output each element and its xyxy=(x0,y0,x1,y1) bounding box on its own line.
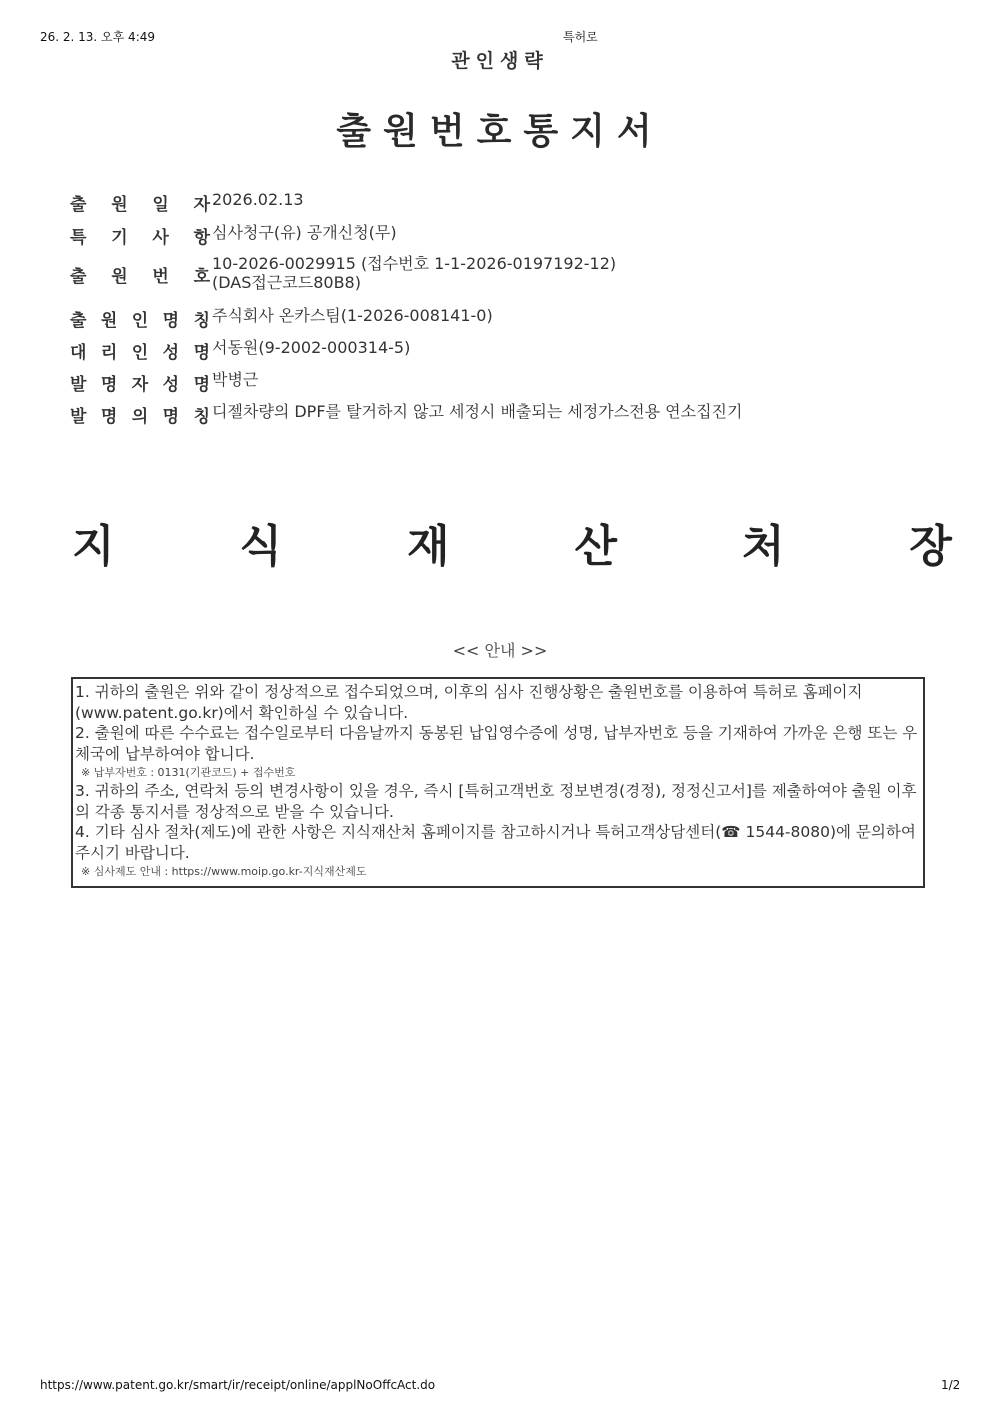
field-value: 심사청구(유) 공개신청(무) xyxy=(212,223,397,242)
notice-item: 1. 귀하의 출원은 위와 같이 정상적으로 접수되었으며, 이후의 심사 진행상황은 출원번호를 이용하여 특허로 홈페이지(www.patent.go.kr)에서 확인하실 수 있습니다. xyxy=(75,683,863,722)
spread-char: 장 xyxy=(909,521,952,572)
spread-char: 인 xyxy=(131,311,149,331)
spread-char: 인 xyxy=(131,343,149,363)
notice-item: 2. 출원에 따른 수수료는 접수일로부터 다음날까지 동봉된 납입영수증에 성명, 납부자번호 등을 기재하여 가까운 은행 또는 우체국에 납부하여야 합니다. xyxy=(75,724,918,763)
spread-char: 산 xyxy=(574,521,617,572)
spread-char: 지 xyxy=(72,521,115,572)
spread-char: 자 xyxy=(131,375,149,395)
field-value: 2026.02.13 xyxy=(212,190,304,209)
spread-char: 기 xyxy=(111,228,128,248)
spread-char: 명 xyxy=(193,343,210,363)
spread-char: 출 xyxy=(70,195,87,215)
spread-char: 일 xyxy=(152,195,169,215)
application-info xyxy=(70,190,950,434)
spread-char: 재 xyxy=(406,521,450,572)
field-value: 서동원(9-2002-000314-5) xyxy=(212,338,411,357)
spread-char: 항 xyxy=(193,228,210,248)
field-invention-title xyxy=(70,402,950,434)
field-label xyxy=(70,402,210,427)
notice-box xyxy=(71,677,925,888)
field-value: 주식회사 온카스팀(1-2026-008141-0) xyxy=(212,306,493,325)
spread-char: 자 xyxy=(193,195,210,215)
spread-char: 원 xyxy=(111,267,128,287)
spread-char: 호 xyxy=(193,267,210,287)
field-label xyxy=(70,190,210,215)
print-datetime: 26. 2. 13. 오후 4:49 xyxy=(40,30,156,44)
spread-char: 원 xyxy=(111,195,128,215)
spread-char: 출 xyxy=(70,267,87,287)
notice-item: 3. 귀하의 주소, 연락처 등의 변경사항이 있을 경우, 즉시 [특허고객번호 정보변경(경정), 정정신고서]를 제출하여야 출원 이후의 각종 통지서를 정상적으로 받을 수 있습니다. xyxy=(75,782,917,821)
issuing-office xyxy=(72,510,952,574)
field-value: 디젤차량의 DPF를 탈거하지 않고 세정시 배출되는 세정가스전용 연소집진기 xyxy=(212,402,743,421)
spread-char: 출 xyxy=(70,311,87,331)
spread-char: 명 xyxy=(100,375,118,395)
spread-char: 리 xyxy=(100,343,118,363)
spread-char: 명 xyxy=(162,407,180,427)
spread-char: 칭 xyxy=(193,311,210,331)
spread-char: 성 xyxy=(162,343,180,363)
field-label xyxy=(70,370,210,395)
notice-title: << 안내 >> xyxy=(452,641,548,660)
spread-char: 명 xyxy=(162,311,180,331)
spread-char: 처 xyxy=(741,521,785,572)
spread-char: 특 xyxy=(70,228,87,248)
field-applicant-name xyxy=(70,306,950,338)
spread-char: 성 xyxy=(162,375,180,395)
print-page-title: 특허로 xyxy=(563,30,598,44)
field-special-notes xyxy=(70,223,950,254)
spread-char: 번 xyxy=(152,267,169,287)
page-number: 1/2 xyxy=(941,1378,961,1392)
seal-omitted-label: 관인생략 xyxy=(451,50,549,72)
spread-char: 명 xyxy=(193,375,210,395)
field-value: 박병근 xyxy=(212,370,259,389)
spread-char: 식 xyxy=(239,521,282,572)
field-label xyxy=(70,223,210,248)
field-value: 10-2026-0029915 (접수번호 1-1-2026-0197192-12) (DAS접근코드80B8) xyxy=(212,254,617,293)
field-label xyxy=(70,338,210,363)
field-application-date xyxy=(70,190,950,223)
spread-char: 명 xyxy=(100,407,118,427)
spread-char: 발 xyxy=(70,407,87,427)
spread-char: 칭 xyxy=(193,407,210,427)
spread-char: 대 xyxy=(70,343,87,363)
footer-url: https://www.patent.go.kr/smart/ir/receipt/online/applNoOffcAct.do xyxy=(40,1378,436,1392)
spread-char: 사 xyxy=(152,228,169,248)
notice-note: ※ 심사제도 안내 : https://www.moip.go.kr-지식재산제도 xyxy=(81,865,367,878)
field-inventor-name xyxy=(70,370,950,402)
spread-char: 의 xyxy=(131,407,149,427)
notice-item: 4. 기타 심사 절차(제도)에 관한 사항은 지식재산처 홈페이지를 참고하시거나 특허고객상담센터(☎ 1544-8080)에 문의하여 주시기 바랍니다. xyxy=(75,823,916,862)
spread-char: 원 xyxy=(100,311,118,331)
field-application-number xyxy=(70,254,950,306)
spread-char: 발 xyxy=(70,375,87,395)
notice-note: ※ 납부자번호 : 0131(기관코드) + 접수번호 xyxy=(81,766,296,779)
field-agent-name xyxy=(70,338,950,370)
field-label xyxy=(70,306,210,331)
document-title: 출원번호통지서 xyxy=(336,111,664,152)
field-label xyxy=(70,262,210,287)
